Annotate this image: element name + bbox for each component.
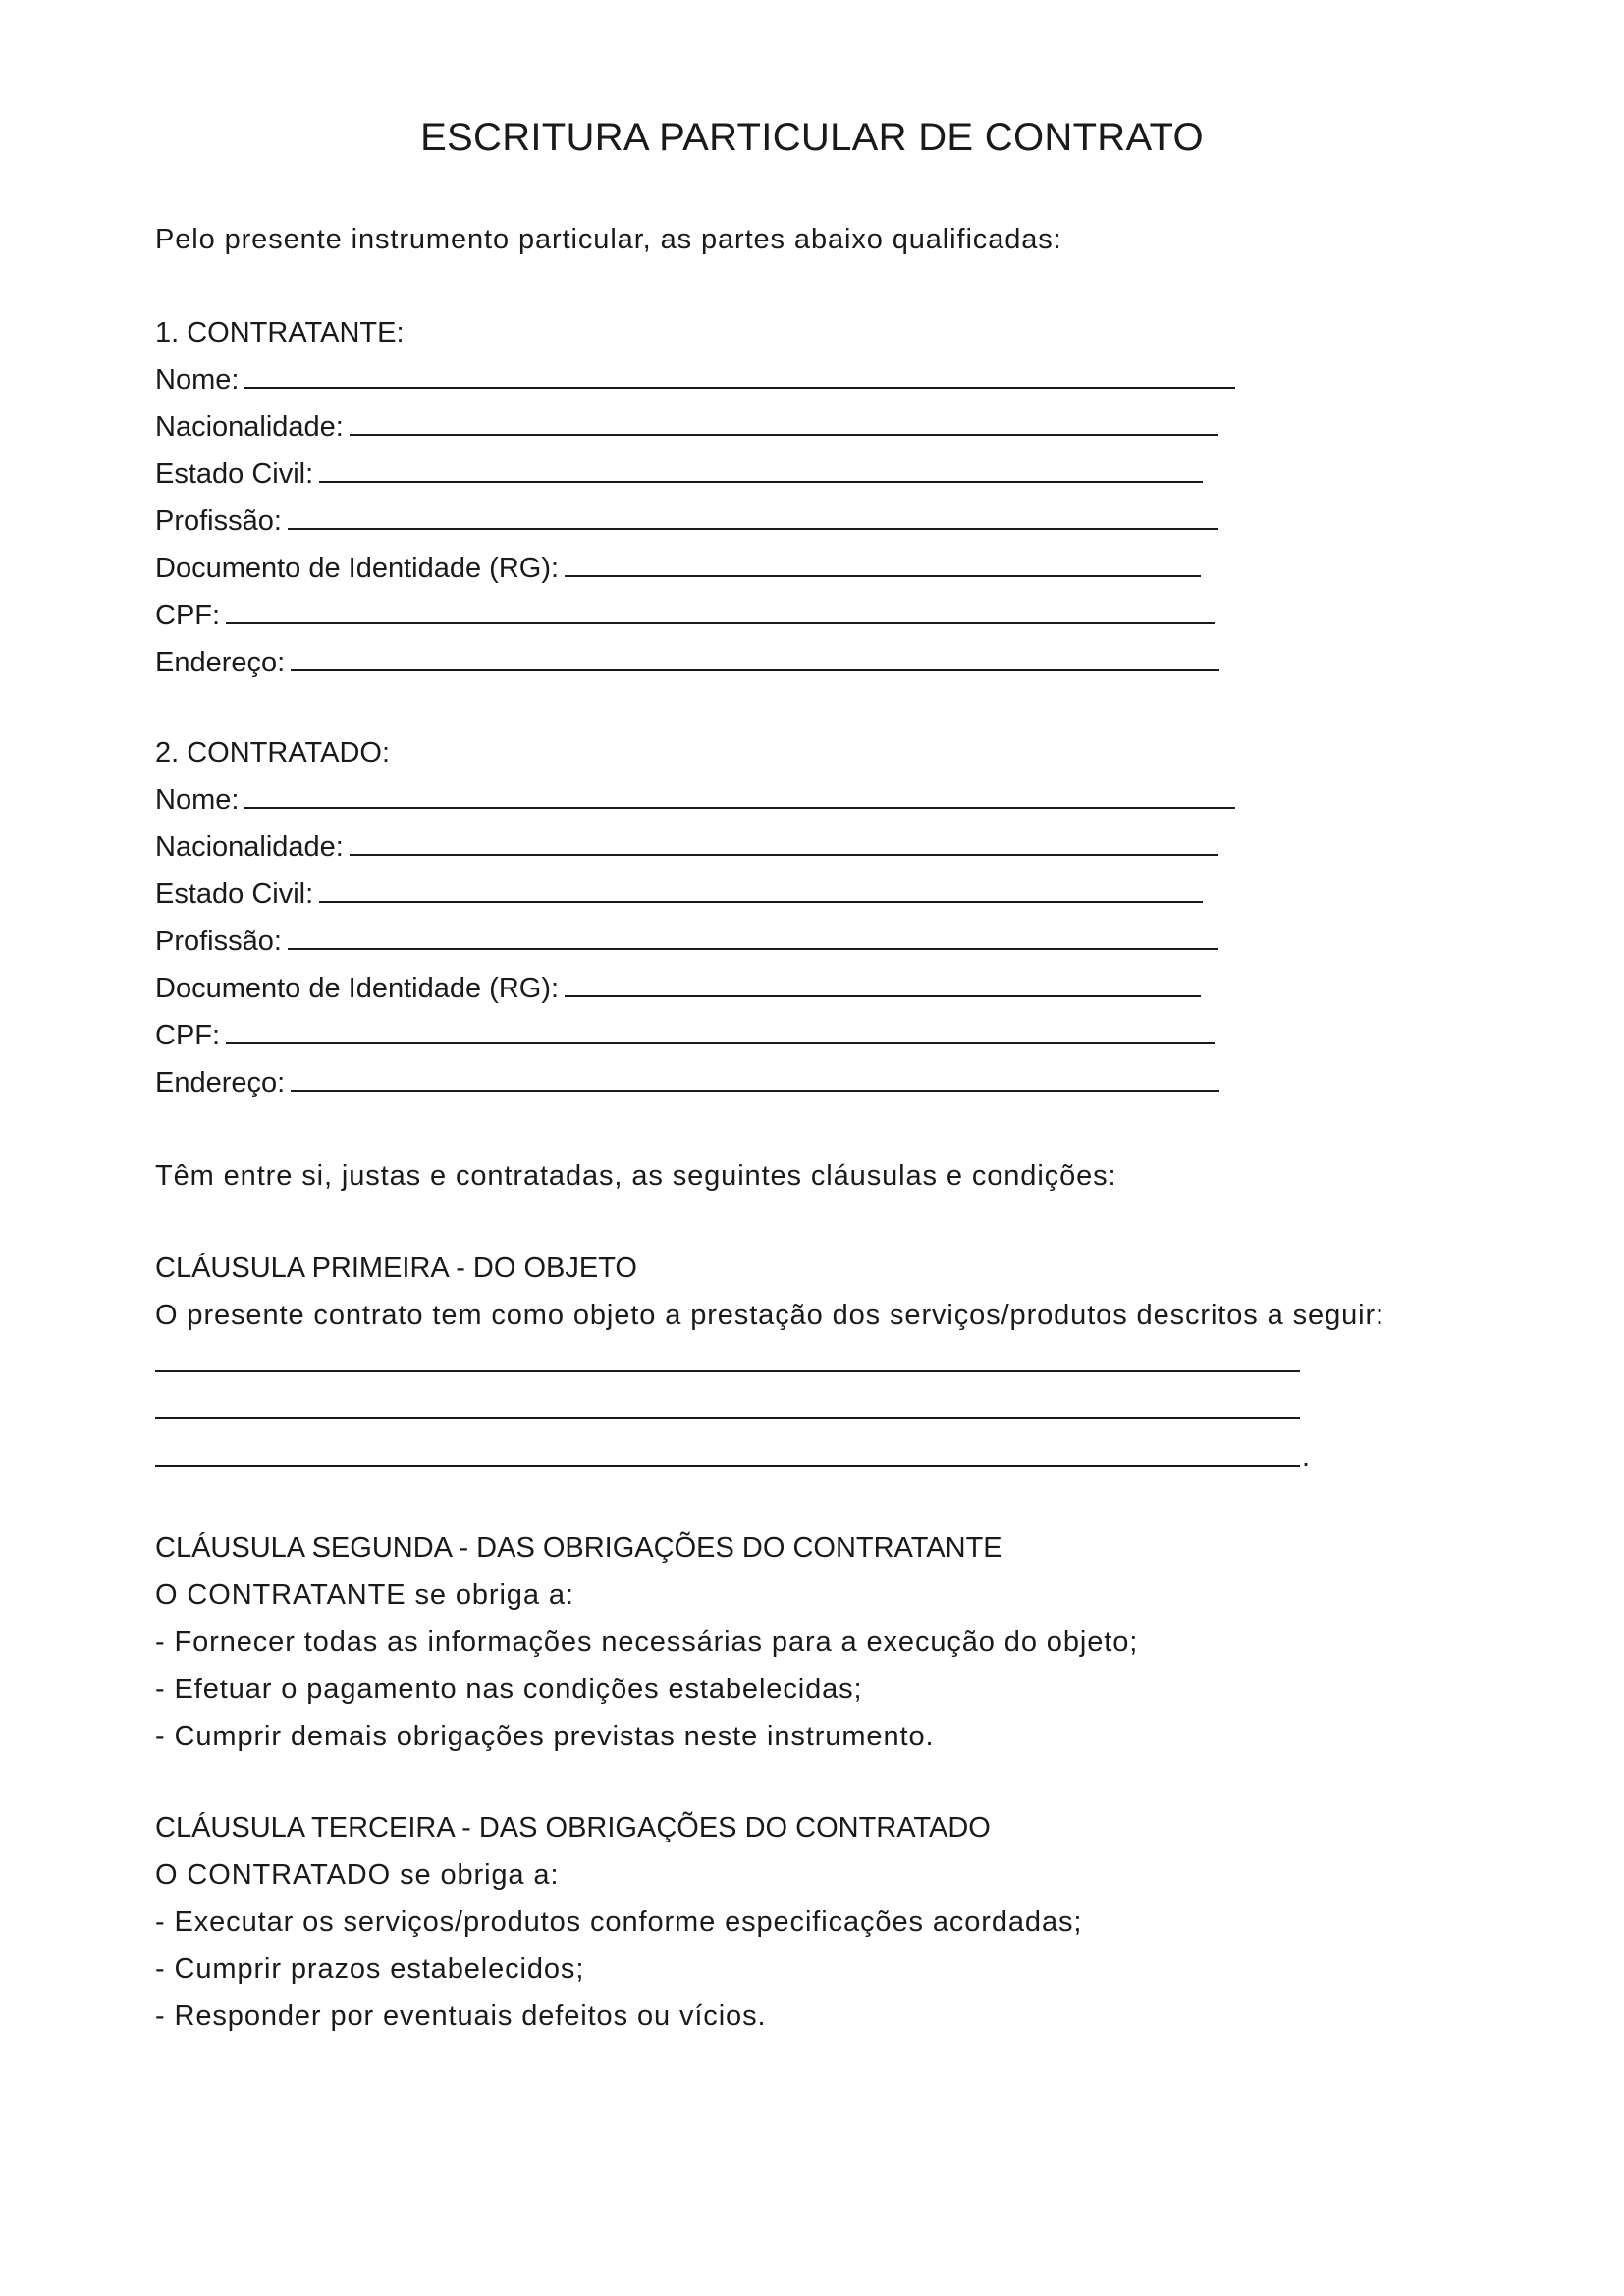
- contratado-profissao-field[interactable]: [155, 928, 1218, 956]
- field-label: Profissão:: [155, 506, 282, 537]
- field-label: Documento de Identidade (RG):: [155, 973, 560, 1004]
- clause1-text: O presente contrato tem como objeto a prestação dos serviços/produtos descritos a seguir:: [155, 1300, 1384, 1331]
- clause2-item: - Cumprir demais obrigações previstas neste instrumento.: [155, 1721, 935, 1752]
- clause2-item: - Efetuar o pagamento nas condições estabelecidas;: [155, 1674, 863, 1705]
- contratante-endereco-field[interactable]: [155, 649, 1219, 677]
- intro-text: Pelo presente instrumento particular, as partes abaixo qualificadas:: [155, 224, 1062, 255]
- contratante-rg-field[interactable]: [155, 555, 1201, 583]
- contratante-profissao-field[interactable]: [155, 507, 1218, 536]
- fill-line[interactable]: [244, 806, 1235, 809]
- contratante-nacionalidade-field[interactable]: [155, 413, 1218, 442]
- field-label: CPF:: [155, 1020, 221, 1051]
- clause3-heading: CLÁUSULA TERCEIRA - DAS OBRIGAÇÕES DO CONTRATADO: [155, 1812, 991, 1843]
- contratado-nacionalidade-field[interactable]: [155, 833, 1218, 862]
- clause2-item: - Fornecer todas as informações necessárias para a execução do objeto;: [155, 1627, 1139, 1658]
- contratado-heading: 2. CONTRATADO:: [155, 737, 390, 769]
- clause3-item: - Responder por eventuais defeitos ou vícios.: [155, 2001, 767, 2032]
- fill-line[interactable]: [350, 433, 1218, 436]
- contratado-estado-civil-field[interactable]: [155, 881, 1203, 909]
- fill-line[interactable]: [319, 900, 1203, 903]
- contratado-rg-field[interactable]: [155, 975, 1201, 1003]
- object-blank-line-3[interactable]: [155, 1465, 1300, 1467]
- contratante-estado-civil-field[interactable]: [155, 460, 1203, 489]
- fill-line[interactable]: [291, 1089, 1219, 1092]
- clause2-heading: CLÁUSULA SEGUNDA - DAS OBRIGAÇÕES DO CONTRATANTE: [155, 1532, 1002, 1564]
- contratante-nome-field[interactable]: [155, 366, 1235, 395]
- field-label: Endereço:: [155, 1067, 286, 1098]
- fill-line[interactable]: [319, 480, 1203, 483]
- object-end-mark: .: [1302, 1441, 1311, 1472]
- field-label: Estado Civil:: [155, 458, 314, 490]
- object-blank-line-2[interactable]: [155, 1417, 1300, 1419]
- document-title: ESCRITURA PARTICULAR DE CONTRATO: [420, 116, 1204, 159]
- field-label: CPF:: [155, 600, 221, 631]
- fill-line[interactable]: [565, 574, 1201, 577]
- agreement-text: Têm entre si, justas e contratadas, as seguintes cláusulas e condições:: [155, 1160, 1117, 1192]
- fill-line[interactable]: [288, 527, 1218, 530]
- fill-line[interactable]: [226, 621, 1215, 624]
- contratante-cpf-field[interactable]: [155, 602, 1215, 630]
- clause2-intro: O CONTRATANTE se obriga a:: [155, 1579, 574, 1611]
- contratado-endereco-field[interactable]: [155, 1069, 1219, 1097]
- contratado-nome-field[interactable]: [155, 786, 1235, 815]
- contratante-heading: 1. CONTRATANTE:: [155, 317, 405, 348]
- contratado-cpf-field[interactable]: [155, 1022, 1215, 1050]
- fill-line[interactable]: [291, 668, 1219, 671]
- clause3-intro: O CONTRATADO se obriga a:: [155, 1859, 560, 1891]
- field-label: Profissão:: [155, 926, 282, 957]
- field-label: Endereço:: [155, 647, 286, 678]
- field-label: Nacionalidade:: [155, 411, 344, 443]
- object-blank-line-1[interactable]: [155, 1370, 1300, 1372]
- field-label: Nacionalidade:: [155, 831, 344, 863]
- fill-line[interactable]: [350, 853, 1218, 856]
- fill-line[interactable]: [226, 1041, 1215, 1044]
- fill-line[interactable]: [565, 994, 1201, 997]
- clause3-item: - Cumprir prazos estabelecidos;: [155, 1953, 585, 1985]
- field-label: Estado Civil:: [155, 879, 314, 910]
- field-label: Documento de Identidade (RG):: [155, 553, 560, 584]
- clause3-item: - Executar os serviços/produtos conforme especificações acordadas;: [155, 1906, 1083, 1938]
- fill-line[interactable]: [244, 386, 1235, 389]
- field-label: Nome:: [155, 784, 240, 816]
- clause1-heading: CLÁUSULA PRIMEIRA - DO OBJETO: [155, 1253, 637, 1284]
- fill-line[interactable]: [288, 947, 1218, 950]
- field-label: Nome:: [155, 364, 240, 396]
